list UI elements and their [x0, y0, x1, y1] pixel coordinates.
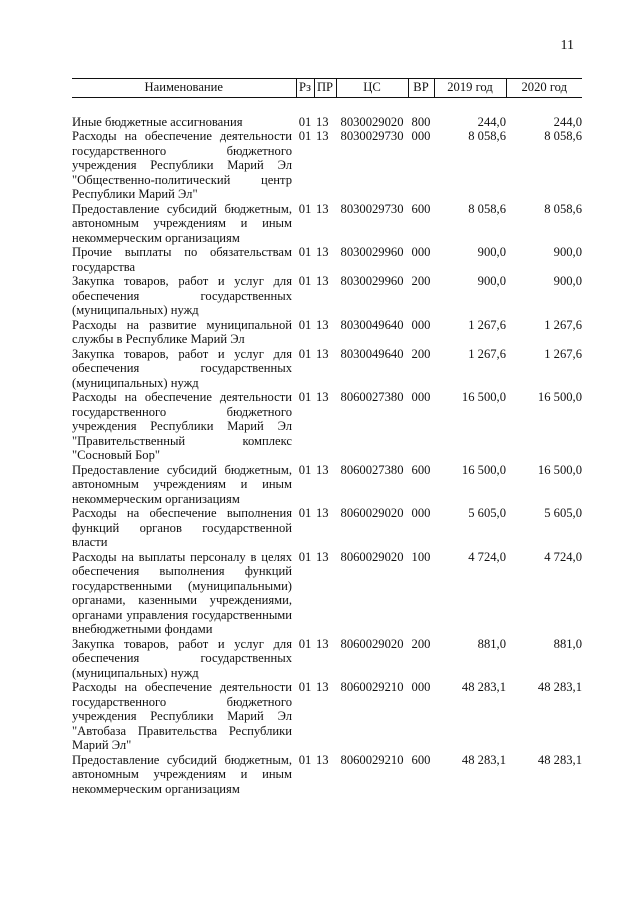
cell-2019: 48 283,1 — [461, 752, 506, 767]
cell-cs: 8060027380 — [340, 390, 404, 404]
table-header — [72, 79, 582, 98]
cell-rz: 01 — [298, 390, 312, 404]
cell-pr: 13 — [316, 114, 329, 129]
cell-rz: 01 — [298, 129, 312, 143]
cell-rz: 01 — [298, 506, 312, 520]
cell-name: Расходы на выплаты персоналу в целях обеспечения выполнения функций государственными (муниципальными) органами, казенными учреждениями, органами управления государственными внебюджетными фондами — [72, 549, 292, 636]
cell-vr: 000 — [411, 506, 431, 520]
cell-name: Иные бюджетные ассигнования — [72, 114, 243, 129]
cell-2019: 900,0 — [477, 274, 506, 288]
cell-name: Расходы на развитие муниципальной службы в Республике Марий Эл — [72, 317, 292, 346]
table-row — [72, 318, 582, 347]
header-vr: ВР — [408, 79, 434, 98]
cell-vr: 000 — [411, 680, 431, 694]
cell-vr: 600 — [411, 462, 431, 477]
cell-vr: 000 — [411, 129, 431, 143]
cell-cs: 8030029020 — [340, 114, 404, 129]
cell-pr: 13 — [316, 274, 329, 288]
cell-2019: 5 605,0 — [468, 506, 506, 520]
cell-pr: 13 — [316, 636, 329, 651]
table-row — [72, 347, 582, 391]
table-row — [72, 463, 582, 507]
cell-name: Предоставление субсидий бюджетным, автономным учреждениям и иным некоммерческим организациям — [72, 201, 292, 245]
table-row — [72, 274, 582, 318]
cell-cs: 8030029960 — [340, 245, 404, 259]
cell-pr: 13 — [316, 346, 329, 361]
table-row — [72, 129, 582, 202]
cell-pr: 13 — [316, 462, 329, 477]
cell-vr: 200 — [411, 636, 431, 651]
cell-name: Расходы на обеспечение деятельности государственного бюджетного учреждения Республики Марий Эл "Автобаза Правительства Республики Марий Эл" — [72, 680, 292, 752]
cell-2020: 48 283,1 — [537, 752, 582, 767]
cell-rz: 01 — [298, 680, 312, 694]
cell-2019: 881,0 — [477, 636, 506, 651]
cell-vr: 800 — [411, 114, 431, 129]
cell-2019: 8 058,6 — [468, 201, 506, 216]
cell-2019: 4 724,0 — [468, 549, 506, 564]
budget-table — [72, 78, 582, 796]
cell-rz: 01 — [298, 114, 312, 129]
cell-pr: 13 — [316, 390, 329, 404]
cell-2019: 900,0 — [477, 245, 506, 259]
cell-cs: 8030029960 — [340, 274, 404, 288]
cell-2020: 8 058,6 — [544, 129, 582, 143]
cell-name: Расходы на обеспечение выполнения функций органов государственной власти — [72, 506, 292, 549]
cell-2020: 1 267,6 — [544, 317, 582, 332]
cell-vr: 600 — [411, 201, 431, 216]
cell-vr: 000 — [411, 390, 431, 404]
cell-name: Закупка товаров, работ и услуг для обеспечения государственных (муниципальных) нужд — [72, 274, 292, 317]
header-2020: 2020 год — [506, 79, 582, 98]
cell-cs: 8060029020 — [340, 549, 404, 564]
cell-2020: 5 605,0 — [544, 506, 582, 520]
cell-2019: 16 500,0 — [461, 462, 506, 477]
cell-rz: 01 — [298, 346, 312, 361]
cell-cs: 8030029730 — [340, 201, 404, 216]
cell-pr: 13 — [316, 317, 329, 332]
table-row — [72, 637, 582, 681]
table-row — [72, 202, 582, 246]
cell-vr: 000 — [411, 317, 431, 332]
cell-2019: 48 283,1 — [461, 680, 506, 694]
cell-2020: 8 058,6 — [544, 201, 582, 216]
cell-rz: 01 — [298, 636, 312, 651]
cell-vr: 200 — [411, 346, 431, 361]
page-number: 11 — [560, 38, 574, 53]
cell-name: Расходы на обеспечение деятельности государственного бюджетного учреждения Республики Марий Эл "Общественно-политический центр Республики Марий Эл" — [72, 129, 292, 201]
cell-2019: 1 267,6 — [468, 317, 506, 332]
cell-cs: 8060027380 — [340, 462, 404, 477]
cell-rz: 01 — [298, 274, 312, 288]
cell-rz: 01 — [298, 201, 312, 216]
cell-vr: 000 — [411, 245, 431, 259]
cell-pr: 13 — [316, 245, 329, 259]
cell-2020: 16 500,0 — [537, 390, 582, 404]
cell-name: Закупка товаров, работ и услуг для обеспечения государственных (муниципальных) нужд — [72, 636, 292, 680]
header-name: Наименование — [72, 79, 296, 98]
cell-pr: 13 — [316, 752, 329, 767]
cell-2019: 244,0 — [477, 114, 506, 129]
cell-name: Закупка товаров, работ и услуг для обеспечения государственных (муниципальных) нужд — [72, 346, 292, 390]
cell-rz: 01 — [298, 549, 312, 564]
cell-cs: 8030049640 — [340, 346, 404, 361]
header-pr: ПР — [314, 79, 336, 98]
table-row — [72, 506, 582, 550]
table-row — [72, 753, 582, 797]
cell-pr: 13 — [316, 129, 329, 143]
table-body — [72, 97, 582, 796]
cell-cs: 8060029020 — [340, 506, 404, 520]
cell-2019: 8 058,6 — [468, 129, 506, 143]
header-cs: ЦС — [336, 79, 408, 98]
table-row — [72, 245, 582, 274]
cell-name: Предоставление субсидий бюджетным, автономным учреждениям и иным некоммерческим организациям — [72, 462, 292, 506]
cell-name: Прочие выплаты по обязательствам государства — [72, 245, 292, 274]
cell-rz: 01 — [298, 462, 312, 477]
cell-pr: 13 — [316, 201, 329, 216]
cell-cs: 8060029210 — [340, 752, 404, 767]
cell-2020: 881,0 — [553, 636, 582, 651]
cell-name: Расходы на обеспечение деятельности государственного бюджетного учреждения Республики Марий Эл "Правительственный комплекс "Сосновый Бор" — [72, 390, 292, 462]
cell-rz: 01 — [298, 245, 312, 259]
cell-name: Предоставление субсидий бюджетным, автономным учреждениям и иным некоммерческим организациям — [72, 752, 292, 796]
cell-cs: 8030049640 — [340, 317, 404, 332]
cell-rz: 01 — [298, 752, 312, 767]
cell-2020: 48 283,1 — [537, 680, 582, 694]
cell-2020: 16 500,0 — [537, 462, 582, 477]
table-row — [72, 97, 582, 129]
cell-cs: 8060029210 — [340, 680, 404, 694]
cell-rz: 01 — [298, 317, 312, 332]
cell-pr: 13 — [316, 680, 329, 694]
table-row — [72, 390, 582, 463]
cell-2020: 900,0 — [553, 245, 582, 259]
cell-2020: 244,0 — [553, 114, 582, 129]
cell-vr: 100 — [411, 549, 431, 564]
cell-2020: 900,0 — [553, 274, 582, 288]
table-row — [72, 680, 582, 753]
cell-2020: 4 724,0 — [544, 549, 582, 564]
cell-2019: 1 267,6 — [468, 346, 506, 361]
cell-pr: 13 — [316, 506, 329, 520]
cell-vr: 200 — [411, 274, 431, 288]
cell-2019: 16 500,0 — [461, 390, 506, 404]
cell-2020: 1 267,6 — [544, 346, 582, 361]
header-2019: 2019 год — [434, 79, 506, 98]
cell-cs: 8060029020 — [340, 636, 404, 651]
header-rz: Рз — [296, 79, 314, 98]
cell-vr: 600 — [411, 752, 431, 767]
cell-pr: 13 — [316, 549, 329, 564]
cell-cs: 8030029730 — [340, 129, 404, 143]
table-row — [72, 550, 582, 637]
